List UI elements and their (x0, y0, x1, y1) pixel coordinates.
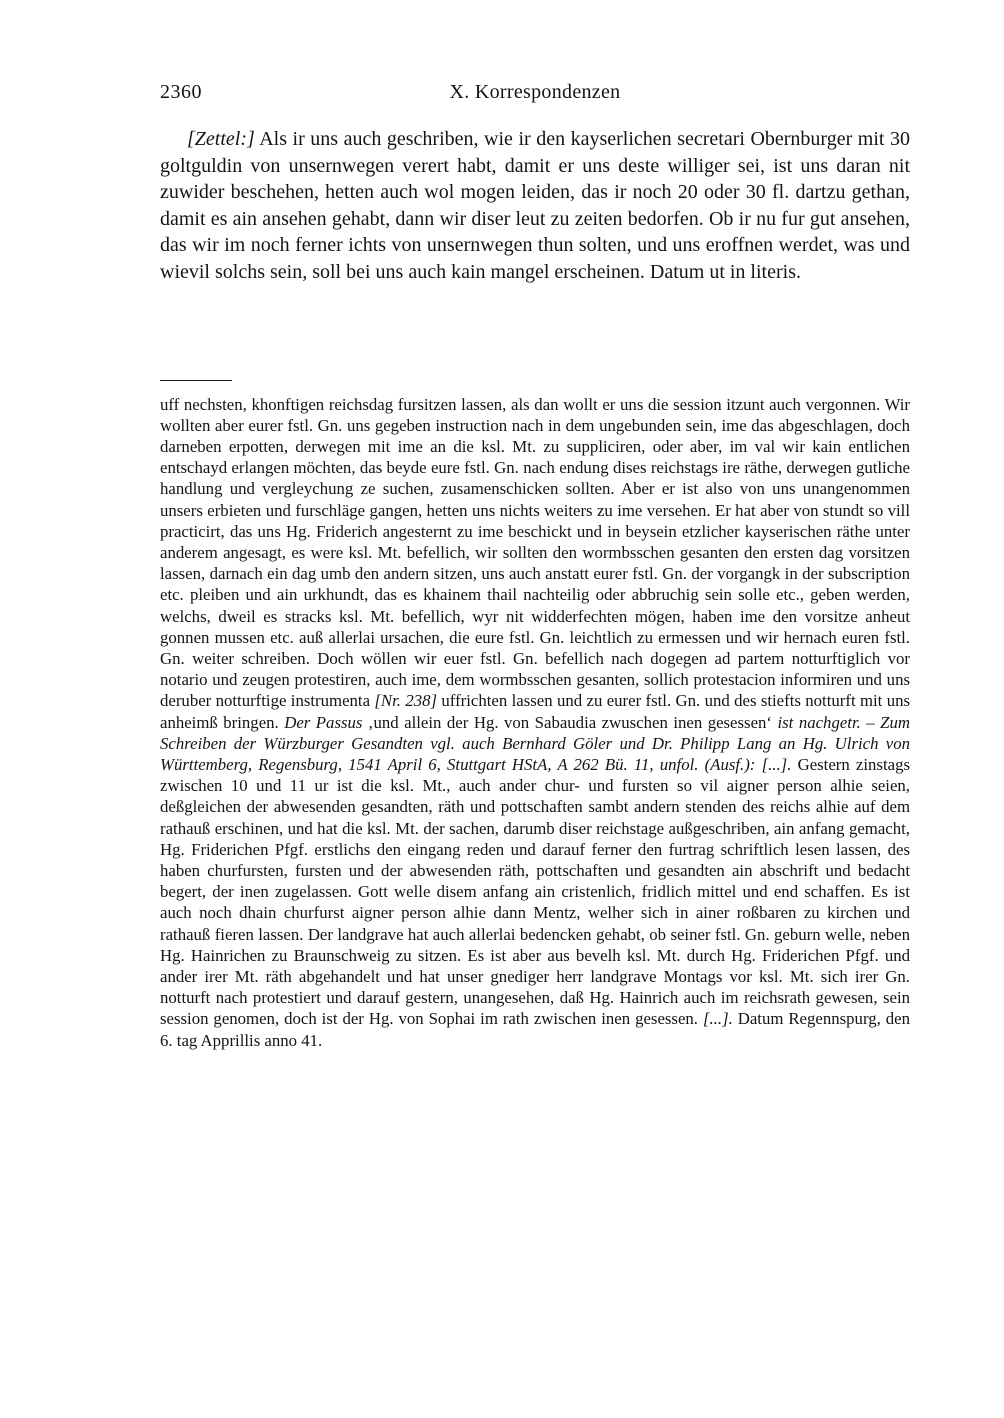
footnote-run-1-nr-ref: [Nr. 238] (374, 691, 438, 711)
footnote-run-5-editorial-note: ist nachgetr. – Zum Schreiben der Würzburger Gesandten vgl. auch Bernhard Göler und Dr. Philipp Lang an Hg. Ulrich von Württemberg, Regensburg, 1541 April 6, Stuttgart HStA, A 262 Bü. 11, unfol. (Ausf.): [...]. (160, 712, 911, 775)
footnote-run-4-quote: ‚und allein der Hg. von Sabaudia zwuschen inen gesessen‘ (362, 712, 778, 732)
zettel-text-run: Als ir uns auch geschriben, wie ir den kayserlichen secretari Obernburger mit 30 goltguldin von unsernwegen verert habt, damit er uns deste williger sei, ist uns daran nit zuwider beschehen, hetten auch wol mogen leiden, das ir noch 20 oder 30 fl. dartzu gethan, damit es ain ansehen gehabt, dann wir diser leut zu zeiten bedorfen. Ob ir nu fur gut ansehen, das wir im noch ferner ichts von unsernwegen thun solten, und uns eroffnen werdet, was und wievil solchs sein, soll bei uns auch kain mangel erscheinen. Datum ut in literis. (160, 128, 910, 283)
page-number: 2360 (160, 81, 202, 103)
footnote-run-6: Gestern zinstags zwischen 10 und 11 ur ist die ksl. Mt., auch ander chur- und fursten so vil aigner person alhie seien, deßgleichen der abwesenden gesandten, räth und pottschaften sambt andern stenden des reichs alhie auf dem rathauß erschinen, und hat die ksl. Mt. der sachen, darumb diser reichstage außgeschriben, ain anfang gemacht, Hg. Friderichen Pfgf. erstlichs den eingang reden und darauf ferner den furtrag schriftlich lesen lassen, des haben churfursten, fursten und der abwesenden räth, pottschaften und gesandten ain abschrift und bedacht begert, der inen zugelassen. Gott welle disem anfang ain cristenlich, fridlich mittel und end schaffen. Es ist auch noch dhain churfurst aigner person alhie dann Mentz, welher sich in ainer roßbaren zu kirchen und rathauß fieren lassen. Der landgrave hat auch allerlai bedencken gehabt, ob seiner fstl. Gn. geburn welle, neben Hg. Hainrichen zu Braunschweig zu sitzen. Es ist aber aus bevelh ksl. Mt. durch Hg. Friderichen Pfgf. und ander irer Mt. räth abgehandelt und hat unser gnediger herr landgrave Montags vor ksl. Mt. sich irer Gn. notturft nach protestiert und darauf gestern, unangesehen, daß Hg. Hainrich auch im reichsrath gewesen, sein session genomen, doch ist der Hg. von Sophai im rath zwischen inen gesessen. (160, 755, 910, 1029)
footnote-separator-rule (160, 380, 232, 381)
footnote-section (160, 394, 910, 1051)
running-title: X. Korrespondenzen (449, 81, 621, 103)
footnote-run-8-datum: Datum Regennspurg, den 6. tag Apprillis anno 41. (160, 1009, 910, 1050)
footnote-run-0: uff nechsten, khonftigen reichsdag fursitzen lassen, als dan wollt er uns die session itzunt auch vergonnen. Wir wollten aber eurer fstl. Gn. uns gegeben instruction nach in dem ungebunden sein, ime das abgeschlagen, doch darneben erpotten, derwegen mit ime an die ksl. Mt. zu suppliciren, oder aber, im val wir kain entlichen entschayd erlangen möchten, das beyde eure fstl. Gn. nach endung dises reichstags ire räthe, derwegen gutliche handlung und vergleychung ze suchen, zusamenschicken sollten. Aber er ist also von uns unangenommen unsers erbieten und furschläge gangen, hetten uns nichts weiters zu ime versehen. Er hat aber von stundt so vill practicirt, das uns Hg. Friderich angesternt zu ime beschickt und in beysein etzlicher kayserischen räthe unter anderem angesagt, es were ksl. Mt. befellich, wir sollten den wormbsschen gesanten den ersten dag vorsitzen lassen, darnach ein dag umb den andern sitzen, uns auch anstatt eurer fstl. Gn. der vorgangk in der subscription etc. pleiben und ain urkhundt, das es khainem thail nachteilig oder abbruchig sein solle etc., geben werden, welchs, dweil es stracks ksl. Mt. befellich, wyr nit widderfechten mögen, haben ime den vorsitze anheut gonnen mussen etc. auß allerlai ursachen, die eure fstl. Gn. leichtlich zu ermessen und wir hernach euren fstl. Gn. weiter schreiben. Doch wöllen wir euer fstl. Gn. befellich nach dogegen ad partem notturftiglich vor notario und zeugen protestiren, auch ime, dem wormbsschen gesanten, sollich protestacion informiren und uns deruber notturftige instrumenta (160, 394, 910, 711)
zettel-label: [Zettel:] (187, 128, 255, 150)
main-text-block (160, 126, 910, 286)
footnote-run-3: Der Passus (284, 712, 363, 732)
footnote-run-7-ellipsis: [...]. (702, 1009, 733, 1029)
footnote-paragraph (160, 394, 910, 1051)
page-header (160, 80, 910, 104)
footnote-run-2: uffrichten lassen und zu eurer fstl. Gn. und des stiefts notturft mit uns anheimß bringen. (160, 691, 911, 732)
zettel-paragraph (160, 126, 910, 286)
